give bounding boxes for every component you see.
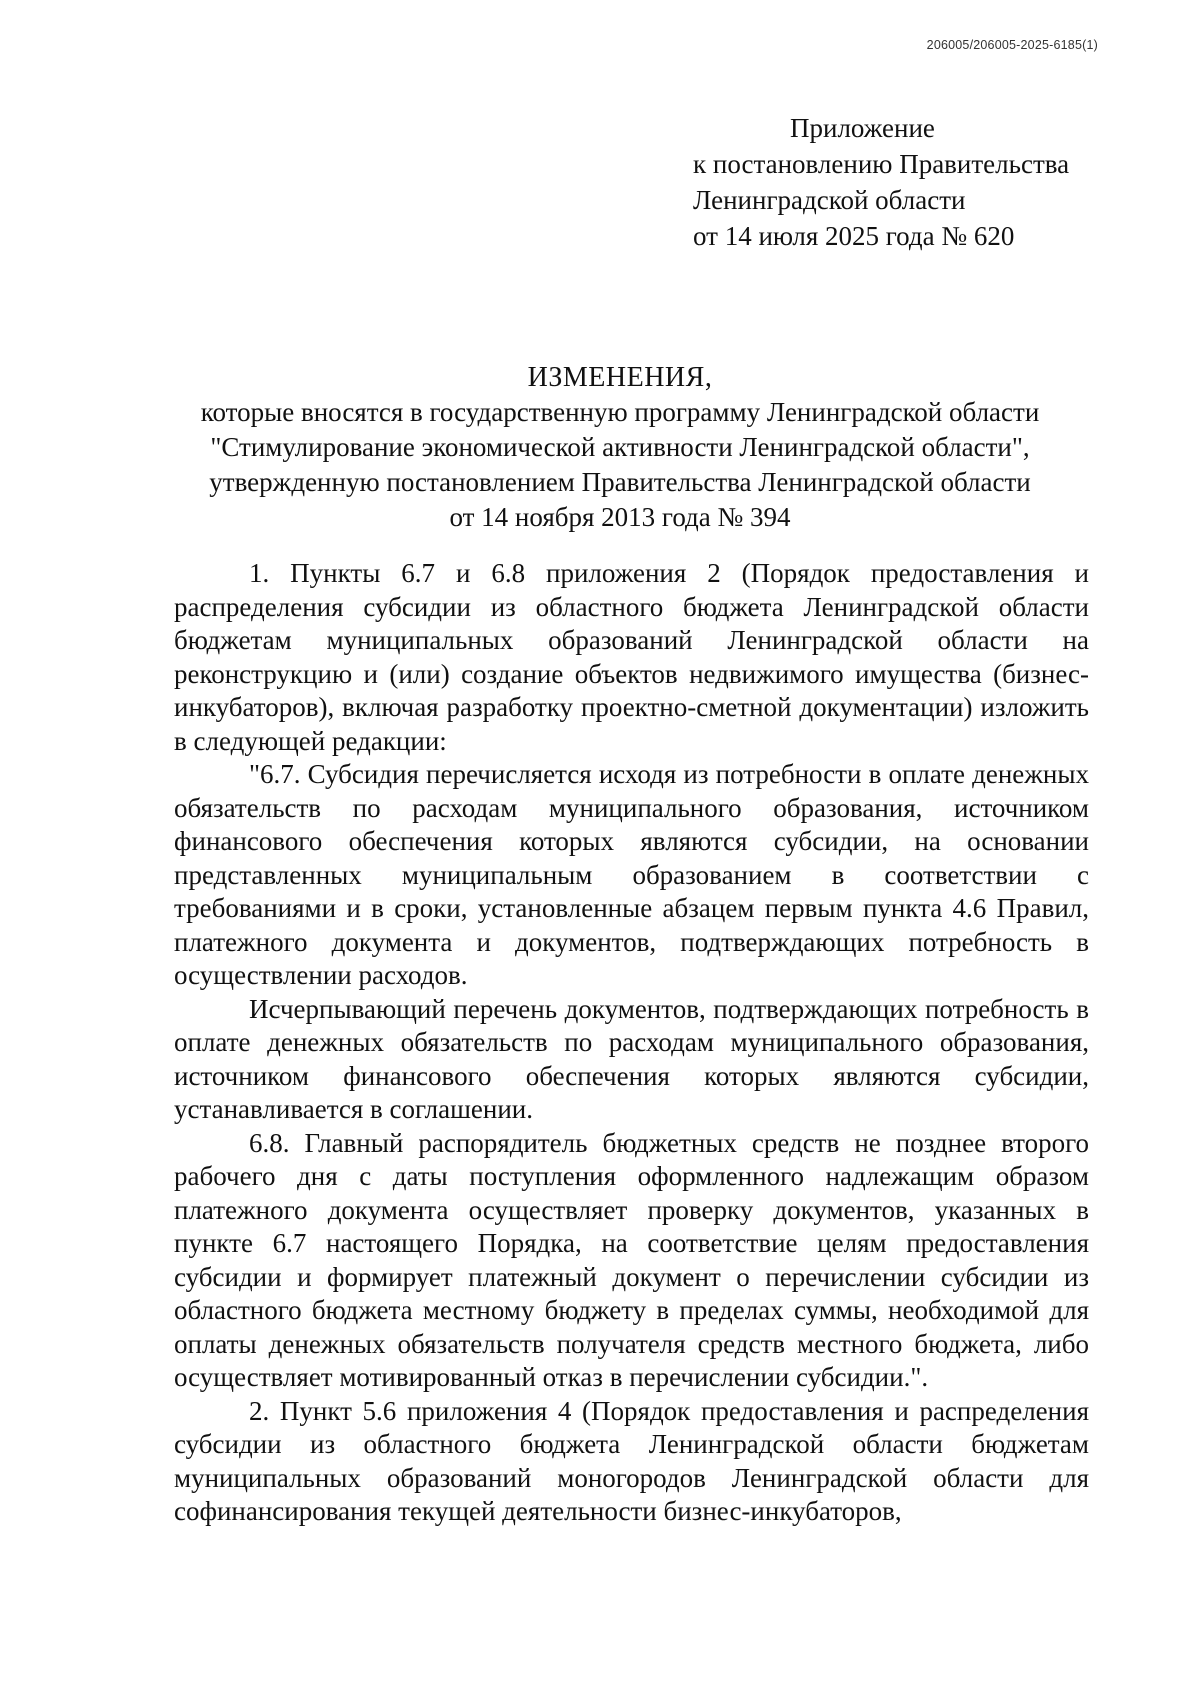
paragraph: "6.7. Субсидия перечисляется исходя из потребности в оплате денежных обязательств по расходам муниципального образования, источником финансового обеспечения которых являются субсидии, на основании представленных муниципальным образованием в соответствии с требованиями и в сроки, установленные абзацем первым пункта 4.6 Правил, платежного документа и документов, подтверждающих потребность в осуществлении расходов.	[174, 759, 1089, 990]
paragraph: 1. Пункты 6.7 и 6.8 приложения 2 (Порядок предоставления и распределения субсидии из областного бюджета Ленинградской области бюджетам муниципальных образований Ленинградской области на реконструкцию и (или) создание объектов недвижимого имущества (бизнес-инкубаторов), включая разработку проектно-сметной документации) изложить в следующей редакции:	[174, 558, 1089, 756]
document-body	[174, 557, 1089, 1529]
title-date: от 14 ноября 2013 года № 394	[449, 502, 791, 532]
document-heading: ИЗМЕНЕНИЯ,	[527, 362, 713, 393]
appendix-block	[693, 110, 1069, 254]
title-line: "Стимулирование экономической активности Ленинградской области",	[210, 432, 1030, 462]
appendix-date: от 14 июля 2025 года № 620	[693, 221, 1015, 251]
document-title-block	[160, 360, 1080, 535]
title-line: утвержденную постановлением Правительства Ленинградской области	[209, 467, 1031, 497]
appendix-title: Приложение	[790, 113, 935, 143]
title-line: которые вносятся в государственную программу Ленинградской области	[200, 397, 1040, 427]
document-id: 206005/206005-2025-6185(1)	[926, 38, 1098, 52]
paragraph: 2. Пункт 5.6 приложения 4 (Порядок предоставления и распределения субсидии из областного бюджета Ленинградской области бюджетам муниципальных образований моногородов Ленинградской области для софинансирования текущей деятельности бизнес-инкубаторов,	[174, 1395, 1089, 1526]
paragraph: 6.8. Главный распорядитель бюджетных средств не позднее второго рабочего дня с даты поступления оформленного надлежащим образом платежного документа осуществляет проверку документов, указанных в пункте 6.7 настоящего Порядка, на соответствие целям предоставления субсидии и формирует платежный документ о перечислении субсидии из областного бюджета местному бюджету в пределах суммы, необходимой для оплаты денежных обязательств получателя средств местного бюджета, либо осуществляет мотивированный отказ в перечислении субсидии.".	[174, 1127, 1089, 1392]
appendix-line: к постановлению Правительства	[693, 149, 1070, 179]
appendix-line: Ленинградской области	[693, 185, 966, 215]
paragraph: Исчерпывающий перечень документов, подтверждающих потребность в оплате денежных обязательств по расходам муниципального образования, источником финансового обеспечения которых являются субсидии, устанавливается в соглашении.	[174, 993, 1089, 1124]
